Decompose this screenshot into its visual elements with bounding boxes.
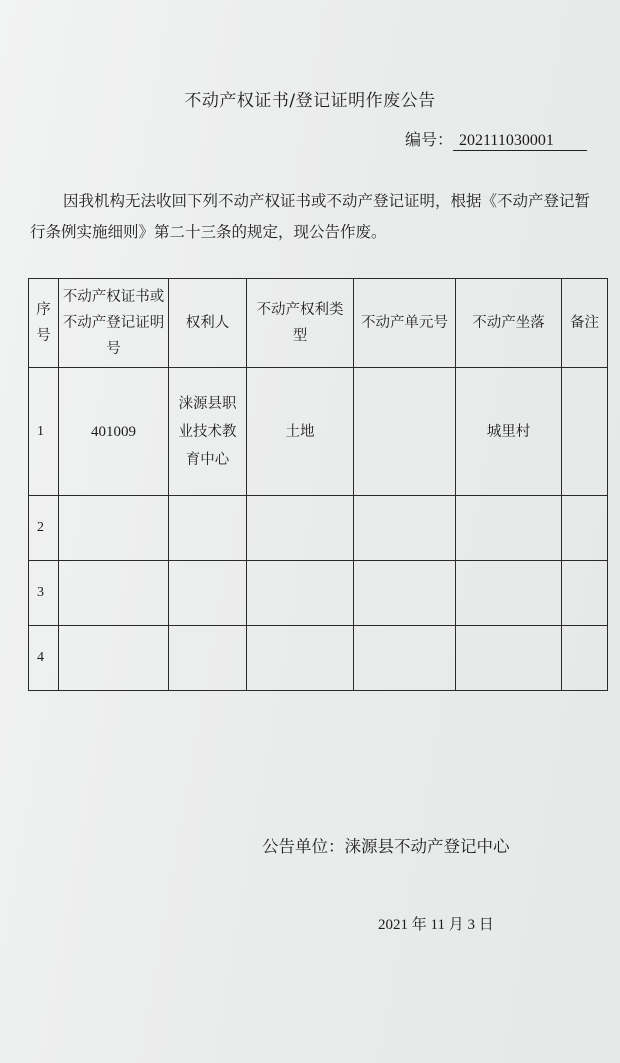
- cell-right-type: [247, 626, 354, 691]
- cell-serial: 4: [29, 626, 59, 691]
- cell-remark: [562, 496, 608, 561]
- header-cert-no: 不动产权证书或不动产登记证明号: [59, 279, 169, 368]
- cell-location: [456, 626, 562, 691]
- cell-right-type: 土地: [247, 368, 354, 496]
- table-row: [29, 368, 608, 496]
- cell-serial: 1: [29, 368, 59, 496]
- header-location: 不动产坐落: [456, 279, 562, 368]
- notice-number-label: 编号：: [405, 130, 454, 149]
- issuing-organization: 公告单位：涞源县不动产登记中心: [262, 837, 510, 856]
- cell-cert-no: [59, 626, 169, 691]
- cell-remark: [562, 626, 608, 691]
- cell-remark: [562, 368, 608, 496]
- table-row: [29, 561, 608, 626]
- cell-location: [456, 561, 562, 626]
- header-holder: 权利人: [169, 279, 247, 368]
- cell-unit-no: [354, 496, 456, 561]
- header-remark: 备注: [562, 279, 608, 368]
- cell-right-type: [247, 561, 354, 626]
- table-header-row: [29, 279, 608, 368]
- cell-cert-no: 401009: [59, 368, 169, 496]
- cell-unit-no: [354, 626, 456, 691]
- cell-holder: [169, 496, 247, 561]
- cell-serial: 2: [29, 496, 59, 561]
- cell-right-type: [247, 496, 354, 561]
- cell-holder: 涞源县职业技术教育中心: [169, 368, 247, 496]
- cell-location: 城里村: [456, 368, 562, 496]
- header-right-type: 不动产权利类型: [247, 279, 354, 368]
- cell-holder: [169, 561, 247, 626]
- header-serial: 序号: [29, 279, 59, 368]
- table-row: [29, 626, 608, 691]
- cell-serial: 3: [29, 561, 59, 626]
- cell-location: [456, 496, 562, 561]
- page-title: 不动产权证书/登记证明作废公告: [184, 91, 436, 111]
- cell-cert-no: [59, 496, 169, 561]
- cell-cert-no: [59, 561, 169, 626]
- notice-paragraph: 因我机构无法收回下列不动产权证书或不动产登记证明，根据《不动产登记暂行条例实施细则》第二十三条的规定，现公告作废。: [30, 192, 591, 241]
- notice-number: [405, 127, 587, 151]
- header-unit-no: 不动产单元号: [354, 279, 456, 368]
- cell-unit-no: [354, 368, 456, 496]
- cell-unit-no: [354, 561, 456, 626]
- cell-holder: [169, 626, 247, 691]
- table-row: [29, 496, 608, 561]
- notice-number-value: 202111030001: [453, 132, 587, 151]
- cell-remark: [562, 561, 608, 626]
- notice-table: [28, 278, 608, 691]
- issue-date: 2021 年 11 月 3 日: [378, 917, 494, 933]
